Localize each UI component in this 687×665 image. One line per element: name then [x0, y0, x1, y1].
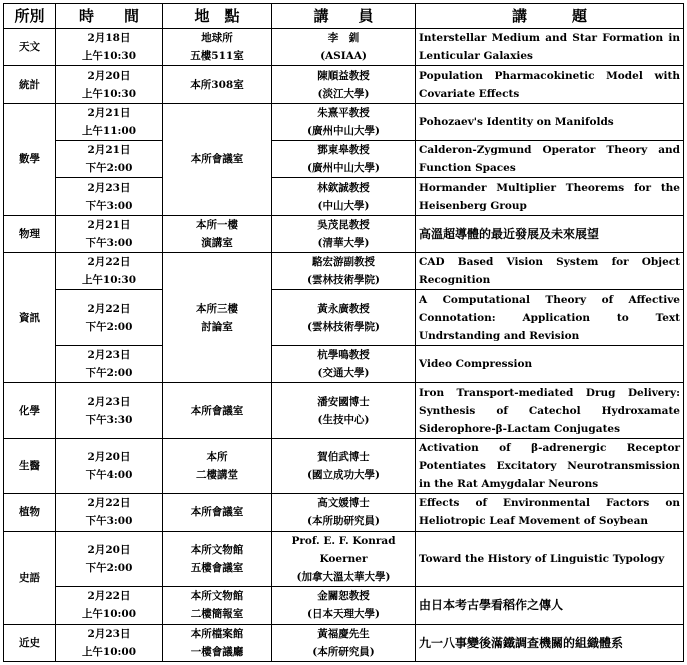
date: 2月21日 — [87, 144, 131, 157]
topic-cell: Hormander Multiplier Theorems for the Heisenberg Group — [416, 178, 684, 215]
clock: 下午3:00 — [85, 515, 133, 528]
date: 2月18日 — [87, 32, 131, 45]
speaker-affiliation: (本所助研究員) — [307, 515, 380, 528]
speaker-affiliation: (雲林技術學院) — [307, 274, 380, 287]
clock: 下午2:00 — [85, 320, 133, 333]
speaker-cell — [272, 66, 416, 103]
speaker-name: 鄧東皋教授 — [317, 144, 370, 157]
table-row — [4, 141, 684, 178]
clock: 下午3:00 — [85, 199, 133, 212]
speaker-name-cont: Koerner — [319, 552, 368, 565]
time-cell — [56, 383, 163, 439]
time-cell — [56, 438, 163, 494]
topic-cell: 由日本考古學看稻作之傳人 — [416, 587, 684, 624]
speaker-name: 潘安國博士 — [317, 395, 370, 408]
dept-cell: 生醫 — [4, 438, 56, 494]
topic-cell: Toward the History of Linguistic Typology — [416, 531, 684, 587]
speaker-cell — [272, 624, 416, 662]
speaker-cell — [272, 103, 416, 140]
time-cell — [56, 178, 163, 215]
time-cell — [56, 29, 163, 66]
date: 2月22日 — [87, 302, 131, 315]
time-cell — [56, 624, 163, 662]
time-cell — [56, 290, 163, 346]
speaker-cell — [272, 141, 416, 178]
topic-cell: 九一八事變後滿鐵調查機關的組織體系 — [416, 624, 684, 662]
speaker-affiliation: (淡江大學) — [317, 87, 370, 100]
speaker-affiliation: (日本天理大學) — [307, 608, 380, 621]
speaker-affiliation: (中山大學) — [317, 199, 370, 212]
clock: 上午10:30 — [81, 50, 137, 63]
place-cell: 本所會議室 — [163, 494, 272, 531]
place-cell — [163, 215, 272, 252]
time-cell — [56, 494, 163, 531]
place-line: 本所文物館 — [190, 543, 244, 556]
speaker-cell — [272, 215, 416, 252]
date: 2月23日 — [87, 627, 131, 640]
topic-cell: Calderon-Zygmund Operator Theory and Function Spaces — [416, 141, 684, 178]
date: 2月22日 — [87, 590, 131, 603]
header-time: 時 間 — [56, 4, 163, 29]
time-cell — [56, 253, 163, 290]
speaker-name: 林欽誠教授 — [317, 181, 370, 194]
speaker-cell — [272, 438, 416, 494]
dept-cell: 近史 — [4, 624, 56, 662]
speaker-affiliation: (交通大學) — [317, 367, 370, 380]
place-line: 地球所 — [201, 32, 233, 45]
speaker-name: 黃福慶先生 — [317, 627, 370, 640]
topic-cell: Activation of β-adrenergic Receptor Potentiates Excitatory Neurotransmission in the Rat Amygdalar Neurons — [416, 438, 684, 494]
header-dept: 所別 — [4, 4, 56, 29]
table-row — [4, 587, 684, 624]
clock: 上午10:00 — [81, 608, 137, 621]
clock: 下午2:00 — [85, 162, 133, 175]
speaker-cell — [272, 587, 416, 624]
date: 2月23日 — [87, 181, 131, 194]
dept-cell: 物理 — [4, 215, 56, 252]
date: 2月23日 — [87, 395, 131, 408]
speaker-affiliation: (廣州中山大學) — [307, 162, 380, 175]
speaker-affiliation: (ASIAA) — [320, 50, 367, 63]
speaker-name: 駱宏游副教授 — [312, 256, 375, 269]
clock: 上午10:30 — [81, 87, 137, 100]
speaker-name: 朱熹平教授 — [317, 106, 370, 119]
place-cell: 本所會議室 — [163, 103, 272, 215]
place-line: 五樓511室 — [190, 50, 244, 63]
header-place: 地 點 — [163, 4, 272, 29]
table-row — [4, 178, 684, 215]
topic-cell: Iron Transport-mediated Drug Delivery: Synthesis of Catechol Hydroxamate Siderophore-β-Lactam Conjugates — [416, 383, 684, 439]
dept-cell: 數學 — [4, 103, 56, 215]
topic-cell: 高溫超導體的最近發展及未來展望 — [416, 215, 684, 252]
speaker-affiliation: (雲林技術學院) — [307, 320, 380, 333]
clock: 上午11:00 — [81, 124, 137, 137]
place-cell: 本所308室 — [163, 66, 272, 103]
speaker-name: 陳順益教授 — [317, 69, 370, 82]
time-cell — [56, 345, 163, 382]
date: 2月21日 — [87, 106, 131, 119]
speaker-name: 吳茂昆教授 — [317, 218, 370, 231]
date: 2月20日 — [87, 69, 131, 82]
date: 2月23日 — [87, 349, 131, 362]
speaker-cell — [272, 253, 416, 290]
clock: 上午10:30 — [81, 274, 137, 287]
table-row — [4, 624, 684, 662]
header-topic: 講 題 — [416, 4, 684, 29]
place-line: 五樓會議室 — [190, 561, 244, 574]
time-cell — [56, 587, 163, 624]
table-row — [4, 215, 684, 252]
speaker-cell — [272, 345, 416, 382]
header-speaker: 講 員 — [272, 4, 416, 29]
place-cell — [163, 438, 272, 494]
place-line: 二樓講堂 — [196, 469, 238, 482]
place-line: 本所一樓 — [196, 218, 238, 231]
speaker-name: 杭學鳴教授 — [317, 349, 370, 362]
header-row — [4, 4, 684, 29]
table-row — [4, 438, 684, 494]
clock: 下午3:00 — [85, 236, 133, 249]
speaker-name: 賀伯武博士 — [317, 451, 370, 464]
date: 2月22日 — [87, 497, 131, 510]
speaker-affiliation: (國立成功大學) — [307, 469, 380, 482]
dept-cell: 化學 — [4, 383, 56, 439]
table-row — [4, 29, 684, 66]
speaker-affiliation: (加拿大溫太華大學) — [296, 570, 391, 583]
speaker-name: 高文媛博士 — [317, 497, 370, 510]
speaker-affiliation: (生技中心) — [317, 413, 370, 426]
date: 2月20日 — [87, 451, 131, 464]
dept-cell: 史語 — [4, 531, 56, 624]
clock: 下午2:00 — [85, 561, 133, 574]
place-line: 本所三樓 — [196, 302, 238, 315]
place-cell — [163, 253, 272, 383]
place-line: 一樓會議廳 — [190, 645, 244, 658]
table-row — [4, 494, 684, 531]
speaker-affiliation: (清華大學) — [317, 236, 370, 249]
table-row — [4, 383, 684, 439]
place-line: 本所 — [206, 451, 228, 464]
topic-cell: Effects of Environmental Factors on Heliotropic Leaf Movement of Soybean — [416, 494, 684, 531]
place-cell — [163, 531, 272, 587]
speaker-cell — [272, 29, 416, 66]
speaker-cell — [272, 383, 416, 439]
clock: 下午4:00 — [85, 469, 133, 482]
place-cell — [163, 29, 272, 66]
speaker-affiliation: (廣州中山大學) — [307, 124, 380, 137]
date: 2月21日 — [87, 218, 131, 231]
speaker-name: Prof. E. F. Konrad — [291, 534, 396, 547]
table-row — [4, 290, 684, 346]
speaker-name: 金關恕教授 — [317, 590, 370, 603]
time-cell — [56, 66, 163, 103]
time-cell — [56, 531, 163, 587]
speaker-cell — [272, 178, 416, 215]
table-row — [4, 531, 684, 587]
seminar-schedule-table — [3, 3, 684, 662]
time-cell — [56, 141, 163, 178]
place-line: 二樓簡報室 — [190, 608, 244, 621]
table-row — [4, 103, 684, 140]
dept-cell: 統計 — [4, 66, 56, 103]
speaker-cell — [272, 531, 416, 587]
speaker-affiliation: (本所研究員) — [312, 645, 375, 658]
clock: 下午3:30 — [85, 413, 133, 426]
place-line: 演講室 — [201, 236, 233, 249]
dept-cell: 天文 — [4, 29, 56, 66]
table-row — [4, 253, 684, 290]
topic-cell: CAD Based Vision System for Object Recognition — [416, 253, 684, 290]
place-cell — [163, 587, 272, 624]
time-cell — [56, 103, 163, 140]
place-line: 本所文物館 — [190, 590, 244, 603]
dept-cell: 植物 — [4, 494, 56, 531]
speaker-name: 黃永廣教授 — [317, 302, 370, 315]
dept-cell: 資訊 — [4, 253, 56, 383]
date: 2月20日 — [87, 543, 131, 556]
place-cell — [163, 624, 272, 662]
time-cell — [56, 215, 163, 252]
clock: 上午10:00 — [81, 645, 137, 658]
topic-cell: A Computational Theory of Affective Connotation: Application to Text Undrstanding and Revision — [416, 290, 684, 346]
topic-cell: Interstellar Medium and Star Formation in Lenticular Galaxies — [416, 29, 684, 66]
topic-cell: Pohozaev's Identity on Manifolds — [416, 103, 684, 140]
speaker-name: 李 釧 — [327, 32, 360, 45]
clock: 下午2:00 — [85, 367, 133, 380]
date: 2月22日 — [87, 256, 131, 269]
topic-cell: Population Pharmacokinetic Model with Covariate Effects — [416, 66, 684, 103]
place-line: 本所檔案館 — [190, 627, 244, 640]
place-cell: 本所會議室 — [163, 383, 272, 439]
table-row — [4, 345, 684, 382]
table-row — [4, 66, 684, 103]
speaker-cell — [272, 290, 416, 346]
place-line: 討論室 — [201, 320, 233, 333]
speaker-cell — [272, 494, 416, 531]
topic-cell: Video Compression — [416, 345, 684, 382]
